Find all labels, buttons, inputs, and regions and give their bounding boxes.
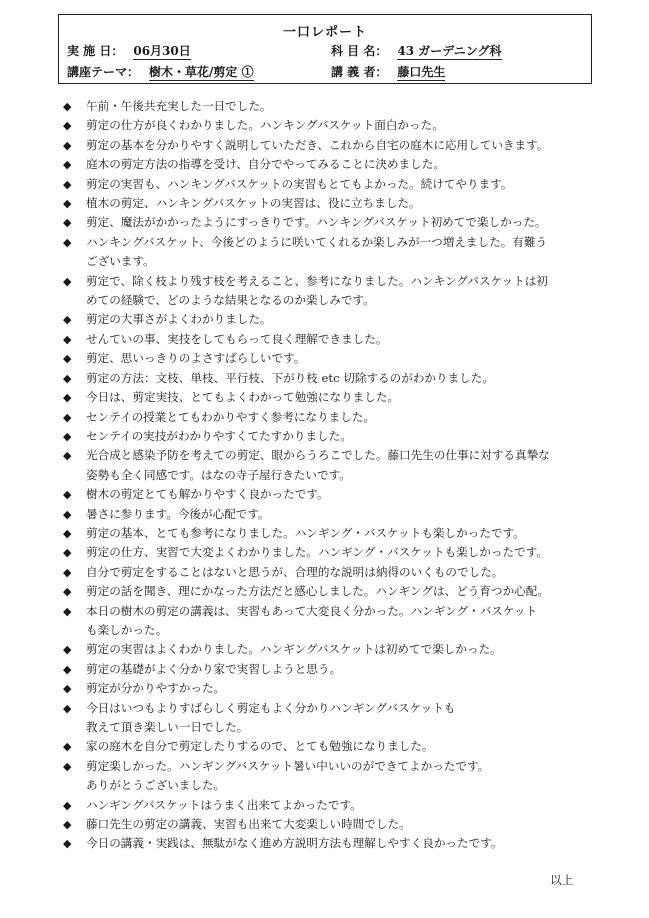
comment-item [62, 796, 622, 815]
comment-item [62, 602, 622, 641]
report-header [58, 14, 592, 84]
diamond-bullet-icon: ◆ [63, 449, 72, 463]
comment-item [62, 543, 622, 562]
date-value: 06月30日 [133, 44, 191, 58]
diamond-bullet-icon: ◆ [63, 119, 72, 133]
diamond-bullet-icon: ◆ [63, 391, 72, 405]
comment-text: 剪定の話を聞き、理にかなった方法だと感心しました。ハンギングは、どう育つか心配。 [86, 584, 549, 599]
comment-text: 今日は、剪定実技、とてもよくわかって勉強になりました。 [86, 390, 400, 405]
comment-text: センテイの授業とてもわかりやすく参考になりました。 [86, 409, 376, 424]
diamond-bullet-icon: ◆ [63, 546, 72, 560]
comment-item [62, 699, 622, 738]
diamond-bullet-icon: ◆ [63, 216, 72, 230]
lecturer-label: 講 義 者： [331, 65, 388, 79]
subject-value: 43 ガーデニング科 [397, 44, 502, 58]
theme-value: 樹木・草花/剪定 ① [149, 65, 254, 79]
report-title: 一口レポート [282, 25, 367, 40]
comment-item [62, 427, 622, 446]
comment-text: 剪定の仕方、実習で大変よくわかりました。ハンギング・バスケットも楽しかったです。 [86, 545, 548, 560]
comment-text: 剪定の大事さがよくわかりました。 [86, 312, 272, 327]
diamond-bullet-icon: ◆ [63, 507, 72, 521]
comment-text: 暑さに参ります。今後が心配です。 [86, 506, 270, 521]
diamond-bullet-icon: ◆ [63, 158, 72, 172]
comment-item [62, 815, 622, 834]
comment-item [62, 757, 622, 796]
comment-item [62, 563, 622, 582]
diamond-bullet-icon: ◆ [63, 235, 72, 249]
comment-text: 剪定の実習も、ハンキングバスケットの実習もとてもよかった。続けてやります。 [86, 176, 513, 191]
end-mark: 以上 [550, 873, 574, 887]
comment-text: 剪定で、除く枝より残す枝を考えること、参考になりました。ハンキングバスケットは初 めての経験で、どのような結果となるのか楽しみです。 [86, 273, 548, 308]
comment-text: 本日の樹木の剪定の講義は、実習もあって大変良く分かった。ハンギング・バスケット も楽しかった。 [86, 603, 538, 637]
diamond-bullet-icon: ◆ [63, 197, 72, 211]
comment-text: 剪定の方法：文枝、単枝、平行枝、下がり枝 etc 切除するのがわかりました。 [86, 370, 494, 385]
comment-item [62, 97, 622, 116]
comment-text: 光合成と感染予防を考えての剪定、眼からうろこでした。藤口先生の仕事に対する真摯な 姿勢も全く同感です。はなの寺子屋行きたいです。 [86, 448, 550, 482]
comment-text: 剪定の基本、とても参考になりました。ハンギング・バスケットも楽しかったです。 [86, 525, 525, 540]
comment-text: 植木の剪定、ハンキングバスケットの実習は、役に立ちました。 [86, 196, 421, 211]
diamond-bullet-icon: ◆ [63, 798, 72, 812]
comment-text: せんていの事、実技をしてもらって良く理解できました。 [86, 331, 388, 346]
diamond-bullet-icon: ◆ [63, 740, 72, 754]
diamond-bullet-icon: ◆ [63, 352, 72, 366]
comment-item [62, 737, 622, 756]
comment-text: 剪定の基本を分かりやすく説明していただき、これから自宅の庭木に応用していきます。 [86, 137, 549, 152]
comment-text: 庭木の剪定方法の指導を受け、自分でやってみることに決めました。 [86, 157, 445, 172]
diamond-bullet-icon: ◆ [63, 662, 72, 676]
comment-text: 午前・午後共充実した一日でした。 [86, 99, 272, 113]
comment-text: 剪定の実習はよくわかりました。ハンギングバスケットは初めてで楽しかった。 [86, 642, 502, 657]
comment-item [62, 155, 622, 174]
comment-text: 今日はいつもよりすばらしく剪定もよく分かりハンギングバスケットも 教えて頂き楽しい一日でした。 [86, 700, 456, 734]
comment-item [62, 194, 622, 213]
comment-text: 剪定、魔法がかかったようにすっきりです。ハンキングバスケット初めてで楽しかった。 [86, 215, 547, 230]
comment-item [62, 349, 622, 368]
diamond-bullet-icon: ◆ [63, 429, 72, 443]
comment-item [62, 233, 622, 272]
comment-text: センテイの実技がわかりやすくてたすかりました。 [86, 428, 352, 443]
comment-text: 剪定楽しかった。ハンギングバスケット暑い中いいのができてよかったです。 ありがとうございました。 [86, 758, 490, 793]
comment-item [62, 582, 622, 601]
comment-item [62, 310, 622, 329]
lecturer-field [331, 63, 445, 80]
diamond-bullet-icon: ◆ [63, 313, 72, 327]
comment-text: 剪定、思いっきりのよさすばらしいです。 [86, 351, 306, 366]
diamond-bullet-icon: ◆ [63, 332, 72, 346]
diamond-bullet-icon: ◆ [63, 371, 72, 385]
diamond-bullet-icon: ◆ [63, 604, 72, 618]
diamond-bullet-icon: ◆ [63, 274, 72, 288]
diamond-bullet-icon: ◆ [63, 759, 72, 773]
diamond-bullet-icon: ◆ [63, 818, 72, 832]
comment-text: 剪定が分かりやすかった。 [86, 681, 226, 696]
diamond-bullet-icon: ◆ [63, 138, 72, 152]
comment-item [62, 272, 622, 311]
diamond-bullet-icon: ◆ [63, 177, 72, 191]
comment-text: ハンキングバスケット、今後どのように咲いてくれるか楽しみが一つ増えました。有難う ございます。 [86, 234, 548, 269]
comment-item [62, 213, 622, 232]
comment-item [62, 524, 622, 543]
subject-label: 科 目 名： [331, 44, 388, 58]
comment-item [62, 505, 622, 524]
comment-text: 自分で剪定をすることはないと思うが、合理的な説明は納得のいくものでした。 [86, 564, 504, 579]
diamond-bullet-icon: ◆ [63, 410, 72, 424]
comment-item [62, 116, 622, 135]
theme-label: 講座テーマ： [67, 65, 140, 79]
comment-item [62, 369, 622, 388]
comment-item [62, 446, 622, 485]
diamond-bullet-icon: ◆ [63, 526, 72, 540]
diamond-bullet-icon: ◆ [63, 682, 72, 696]
diamond-bullet-icon: ◆ [63, 701, 72, 715]
comment-text: 家の庭木を自分で剪定したりするので、とても勉強になりました。 [86, 739, 434, 754]
diamond-bullet-icon: ◆ [63, 837, 72, 851]
lecturer-value: 藤口先生 [397, 65, 446, 79]
subject-field [331, 42, 502, 59]
comment-item [62, 834, 622, 853]
comment-item [62, 408, 622, 427]
comment-item [62, 175, 622, 194]
diamond-bullet-icon: ◆ [63, 643, 72, 657]
diamond-bullet-icon: ◆ [63, 585, 72, 599]
comment-text: 藤口先生の剪定の講義、実習も出来て大変楽しい時間でした。 [86, 817, 411, 832]
date-field [67, 42, 191, 59]
comment-text: 剪定の基礎がよく分かり家で実習しようと思う。 [86, 661, 342, 676]
diamond-bullet-icon: ◆ [63, 565, 72, 579]
comment-text: 樹木の剪定とても解かりやすく良かったです。 [86, 487, 329, 502]
diamond-bullet-icon: ◆ [63, 488, 72, 502]
comment-item [62, 388, 622, 407]
date-label: 実 施 日： [67, 44, 124, 58]
comment-item [62, 136, 622, 155]
comment-item [62, 679, 622, 698]
comment-text: 剪定の仕方が良くわかりました。ハンキングバスケット面白かった。 [86, 118, 444, 133]
theme-field [67, 63, 254, 80]
comment-item [62, 330, 622, 349]
comment-text: ハンギングバスケットはうまく出来てよかったです。 [86, 797, 362, 812]
comment-item [62, 660, 622, 679]
comment-list [62, 97, 622, 854]
comment-text: 今日の講義・実践は、無駄がなく進め方説明方法も理解しやすく良かったです。 [86, 836, 503, 851]
comment-item [62, 640, 622, 659]
diamond-bullet-icon: ◆ [63, 100, 72, 113]
comment-item [62, 485, 622, 504]
